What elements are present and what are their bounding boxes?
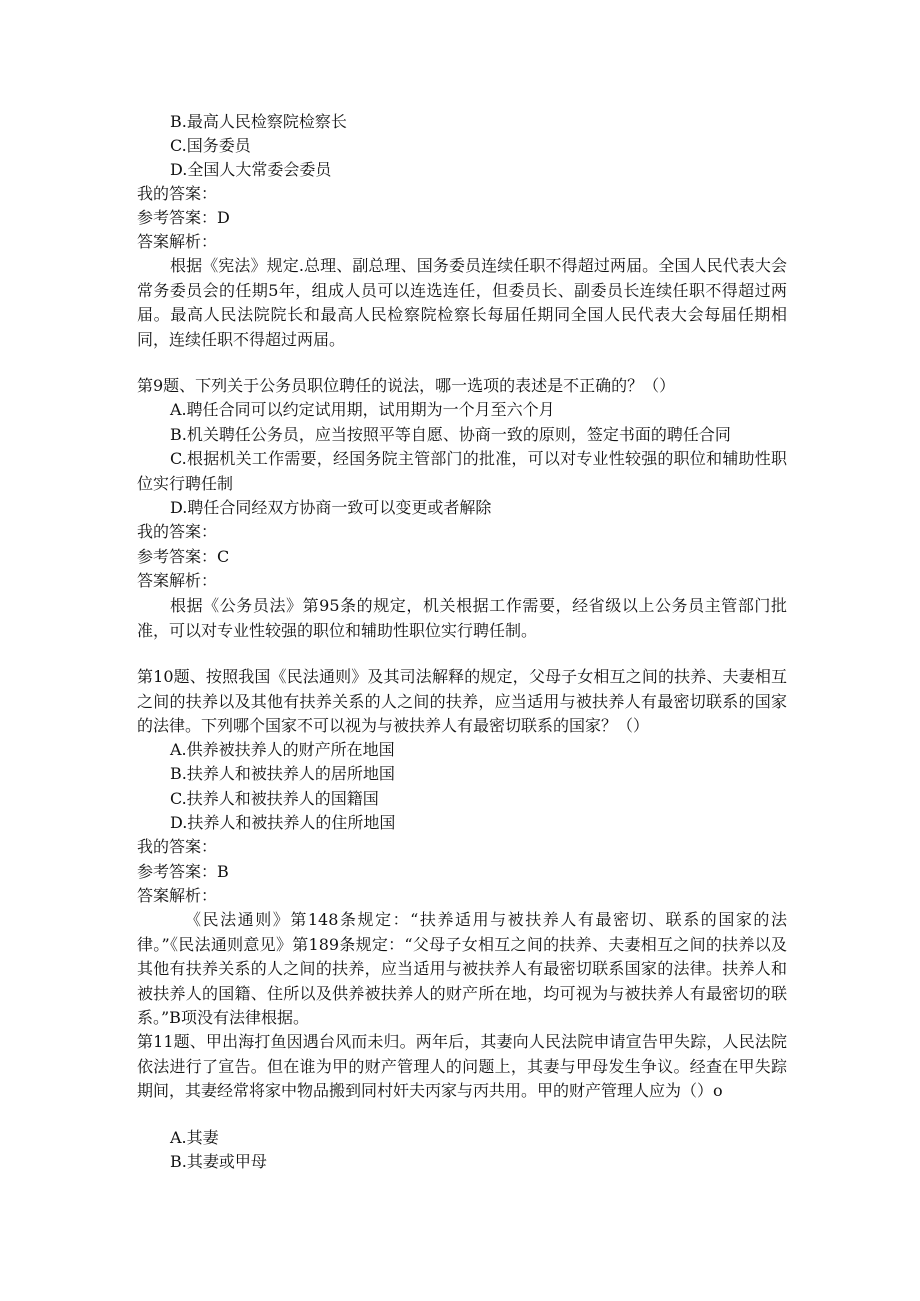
q10-option-c: C.扶养人和被扶养人的国籍国 (170, 789, 379, 808)
q9-option-b: B.机关聘任公务员，应当按照平等自愿、协商一致的原则，签定书面的聘任合同 (170, 425, 731, 444)
q9-question: 第9题、下列关于公务员职位聘任的说法，哪一选项的表述是不正确的？（） (137, 376, 676, 395)
q8-option-d: D.全国人大常委会委员 (170, 160, 332, 179)
q11-option-b: B.其妻或甲母 (170, 1152, 267, 1171)
q10-my-answer: 我的答案： (137, 837, 218, 856)
q9-reference-answer: 参考答案：C (137, 547, 230, 566)
q9-option-d: D.聘任合同经双方协商一致可以变更或者解除 (170, 498, 492, 517)
q9-option-a: A.聘任合同可以约定试用期，试用期为一个月至六个月 (170, 400, 555, 419)
q8-my-answer: 我的答案： (137, 184, 218, 203)
q10-question: 第10题、按照我国《民法通则》及其司法解释的规定，父母子女相互之间的扶养、夫妻相互之间的扶养以及其他有扶养关系的人之间的扶养，应当适用与被扶养人有最密切联系的国家的法律。下列哪个国家不可以视为与被扶养人有最密切联系的国家？（） (137, 667, 787, 735)
q9-explanation-label: 答案解析： (137, 571, 218, 590)
q9-option-c: C.根据机关工作需要，经国务院主管部门的批准，可以对专业性较强的职位和辅助性职位实行聘任制 (137, 449, 787, 493)
q10-explanation: 《民法通则》第148条规定：“扶养适用与被扶养人有最密切、联系的国家的法律。”《民法通则意见》第189条规定：“父母子女相互之间的扶养、夫妻相互之间的扶养以及其他有扶养关系的人之间的扶养，应当适用与被扶养人有最密切联系国家的法律。扶养人和被扶养人的国籍、住所以及供养被扶养人的财产所在地，均可视为与被扶养人有最密切的联系。”B项没有法律根据。 (137, 910, 787, 1027)
q11-question: 第11题、甲出海打鱼因遇台风而未归。两年后，其妻向人民法院申请宣告甲失踪，人民法院依法进行了宣告。但在谁为甲的财产管理人的问题上，其妻与甲母发生争议。经查在甲失踪期间，其妻经常将家中物品搬到同村奸夫丙家与丙共用。甲的财产管理人应为（）o (137, 1032, 787, 1100)
q8-reference-answer: 参考答案：D (137, 208, 230, 227)
q9-my-answer: 我的答案： (137, 522, 218, 541)
q10-option-d: D.扶养人和被扶养人的住所地国 (170, 813, 396, 832)
q10-explanation-label: 答案解析： (137, 886, 218, 905)
q11-option-a: A.其妻 (170, 1128, 219, 1147)
q8-explanation-label: 答案解析： (137, 232, 218, 251)
q8-option-c: C.国务委员 (170, 136, 251, 155)
q10-option-b: B.扶养人和被扶养人的居所地国 (170, 764, 395, 783)
q10-reference-answer: 参考答案：B (137, 862, 229, 881)
q9-explanation: 根据《公务员法》第95条的规定，机关根据工作需要，经省级以上公务员主管部门批准，可以对专业性较强的职位和辅助性职位实行聘任制。 (137, 596, 787, 640)
q8-option-b: B.最高人民检察院检察长 (170, 112, 347, 131)
q8-explanation: 根据《宪法》规定.总理、副总理、国务委员连续任职不得超过两届。全国人民代表大会常务委员会的任期5年，组成人员可以连选连任，但委员长、副委员长连续任职不得超过两届。最高人民法院院长和最高人民检察院检察长每届任期同全国人民代表大会每届任期相同，连续任职不得超过两届。 (137, 256, 787, 349)
q10-option-a: A.供养被扶养人的财产所在地国 (170, 740, 395, 759)
